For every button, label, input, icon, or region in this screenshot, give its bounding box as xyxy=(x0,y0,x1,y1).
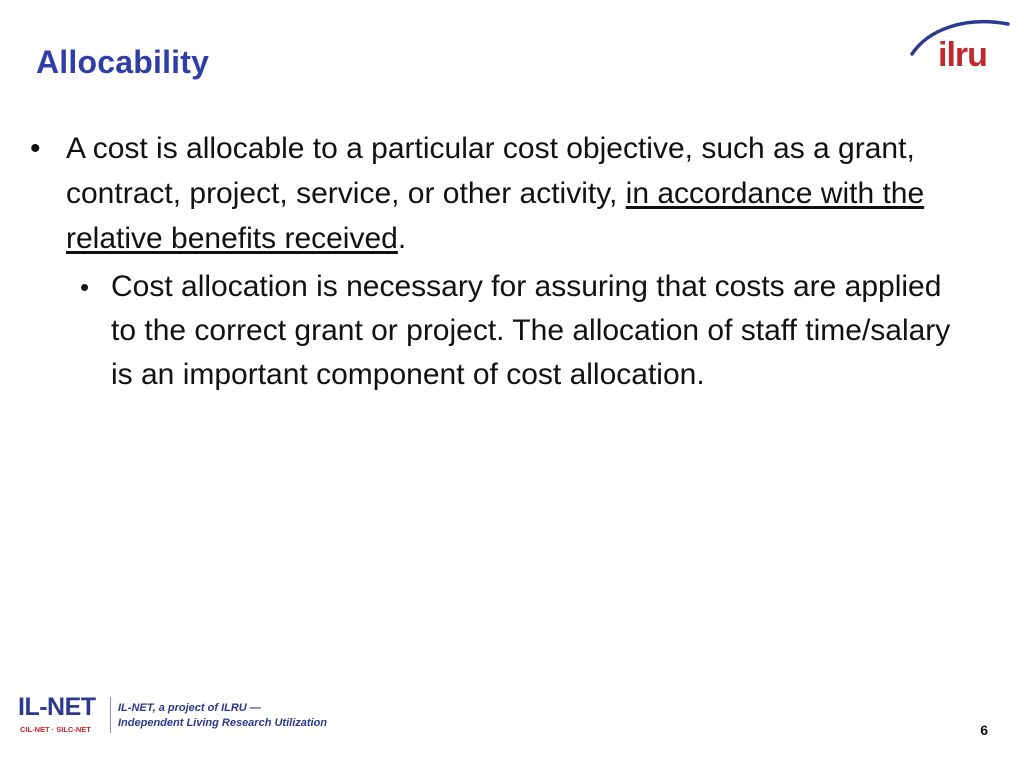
il-net-brand-sub: CIL-NET · SILC-NET xyxy=(20,725,91,734)
page-number: 6 xyxy=(980,722,988,738)
footer-tagline xyxy=(118,701,327,731)
footer-divider xyxy=(110,697,111,733)
sub-bullet-text: Cost allocation is necessary for assuring that costs are applied to the correct grant or project. The allocation of staff time/salary is an important component of cost allocation. xyxy=(111,270,951,391)
bullet-item-level1 xyxy=(30,126,990,261)
bullet-underlined-text: in accordance with the relative benefits received xyxy=(66,177,925,255)
ilru-logo xyxy=(906,14,1012,74)
ilru-logo-text: ilru xyxy=(938,36,987,74)
slide-title: Allocability xyxy=(36,44,210,80)
bullet-text: A cost is allocable to a particular cost objective, such as a grant, contract, project, service, or other activity, xyxy=(66,132,915,210)
il-net-footer-logo xyxy=(18,693,338,743)
slide-body xyxy=(30,126,990,397)
bullet-text-end: . xyxy=(397,222,407,255)
il-net-brand: IL-NET xyxy=(18,693,96,721)
bullet-marker: • xyxy=(80,272,90,302)
bullet-item-level2 xyxy=(80,265,961,397)
footer-line-2: Independent Living Research Utilization xyxy=(118,717,328,729)
footer-line-1: IL-NET, a project of ILRU — xyxy=(118,702,261,714)
bullet-marker: • xyxy=(30,132,41,165)
